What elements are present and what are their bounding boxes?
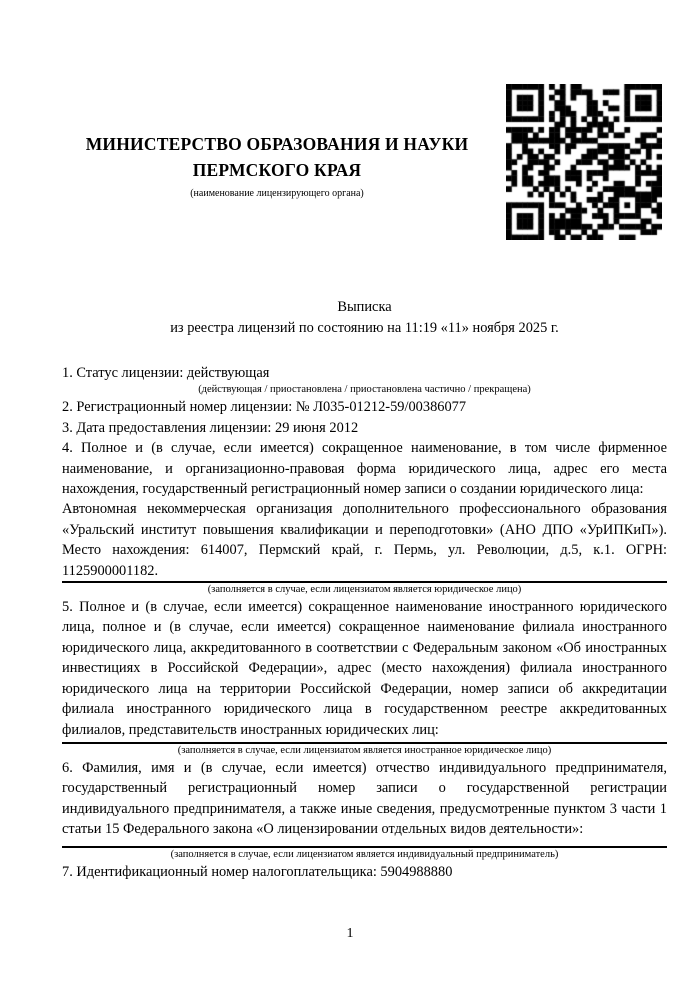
document-title-block — [62, 297, 667, 339]
page-number: 1 — [346, 926, 354, 941]
qr-code-icon — [506, 84, 662, 240]
item-2-registration-number: 2. Регистрационный номер лицензии: № Л035-01212-59/00386077 — [62, 399, 467, 416]
document-body — [62, 363, 667, 882]
licensing-authority-header — [62, 131, 492, 200]
item-6-footnote: (заполняется в случае, если лицензиатом является индивидуальный предприниматель) — [170, 848, 559, 860]
item-7-taxpayer-number: 7. Идентификационный номер налогоплательщика: 5904988880 — [62, 863, 453, 880]
ministry-name-line2: ПЕРМСКОГО КРАЯ — [192, 160, 362, 180]
item-5-foreign-entity-label: 5. Полное и (в случае, если имеется) сокращенное наименование иностранного юридического лица, полное и (в случае, если имеется) сокращенное наименование филиала иностранного юридического лица, аккредитованного в соответствии с Федеральным законом «Об иностранных инвестициях в Российской Федерации», адрес (место нахождения) филиала иностранного юридического лица на территории Российской Федерации, номер записи об аккредитации филиала иностранного юридического лица в государственном реестре аккредитованных филиалов, представительств иностранных юридических лиц: — [62, 599, 667, 738]
item-4-legal-entity-value: Автономная некоммерческая организация дополнительного профессионального образования «Уральский институт повышения квалификации и переподготовки» (АНО ДПО «УрИПКиП»). Место нахождения: 614007, Пермский край, г. Пермь, ул. Революции, д.5, к.1. ОГРН: 1125900001182. — [62, 499, 667, 583]
item-5-footnote: (заполняется в случае, если лицензиатом является иностранное юридическое лицо) — [177, 744, 552, 756]
item-1-footnote: (действующая / приостановлена / приостановлена частично / прекращена) — [198, 384, 531, 396]
qr-code-canvas — [506, 84, 662, 240]
item-1-license-status: 1. Статус лицензии: действующая — [62, 365, 270, 381]
ministry-name-line1: МИНИСТЕРСТВО ОБРАЗОВАНИЯ И НАУКИ — [85, 134, 469, 154]
item-3-grant-date: 3. Дата предоставления лицензии: 29 июня 2012 — [62, 419, 359, 436]
document-subtitle-date: из реестра лицензий по состоянию на 11:19 «11» ноября 2025 г. — [170, 320, 559, 336]
item-4-legal-entity-label: 4. Полное и (в случае, если имеется) сокращенное наименование, в том числе фирменное наименование, и организационно-правовая форма юридического лица, адрес его места нахождения, государственный регистрационный номер записи о создании юридического лица: — [62, 440, 667, 498]
item-4-footnote: (заполняется в случае, если лицензиатом является юридическое лицо) — [207, 584, 522, 596]
document-title: Выписка — [337, 299, 392, 315]
licensing-authority-caption: (наименование лицензирующего органа) — [190, 188, 364, 199]
item-6-entrepreneur-label: 6. Фамилия, имя и (в случае, если имеется) отчество индивидуального предпринимателя, государственный регистрационный номер записи о государственной регистрации индивидуального предпринимателя, а также иные сведения, предусмотренные пунктом 3 части 1 статьи 15 Федерального закона «О лицензировании отдельных видов деятельности»: — [62, 759, 667, 838]
